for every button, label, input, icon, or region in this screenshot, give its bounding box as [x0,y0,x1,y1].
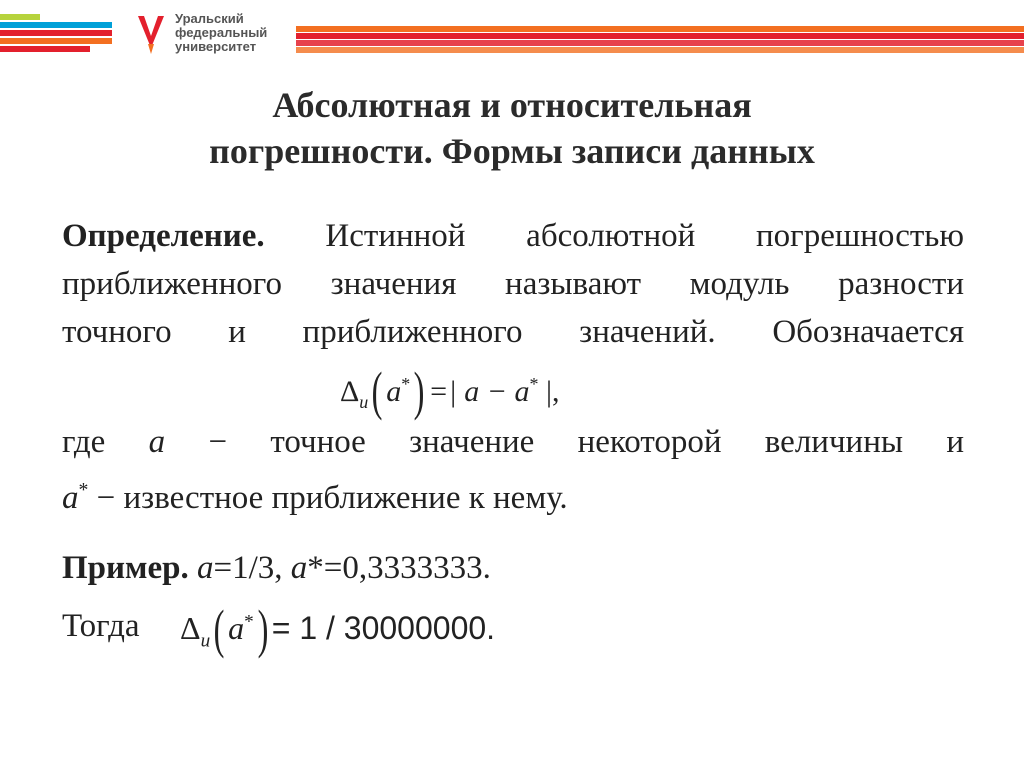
example-eq-2: *=0,3333333. [307,550,491,586]
definition-line-3: точного и приближенного значений. Обозначается [62,314,964,350]
logo-line-1: Уральский [175,11,244,26]
delta-subscript-2: и [200,630,211,652]
title-line-1: Абсолютная и относительная [272,85,752,125]
delta-symbol-2: Δ [180,610,201,646]
where-var-a: a [148,424,166,460]
formula-arg: a [386,375,402,408]
where-star: * [78,479,89,501]
where-line-1 [62,418,964,466]
definition-lead: Определение. [62,218,265,254]
logo-line-3: университет [175,39,257,54]
stripe-red-2 [0,46,90,52]
stripe-right-red-2 [296,40,1024,46]
formula-rhs: =| a − a [428,375,530,408]
example-var-a: a [197,550,214,586]
where-line-2 [62,466,964,522]
stripe-right-orange-2 [296,47,1024,53]
formula-rhs-star: * [529,374,539,394]
university-logo-icon [136,14,166,56]
example-var-a2: a [290,550,308,586]
example-line [62,544,964,592]
title-line-2: погрешности. Формы записи данных [209,131,815,171]
where-line-1-text: − точное значение некоторой величины и [165,424,964,460]
header-stripes-right [296,26,1024,56]
example-lead: Пример. [62,550,189,586]
slide-title [0,82,1024,174]
definition-paragraph [62,212,964,356]
stripe-right-orange [296,26,1024,32]
example-result-formula: $\Delta_и$( a*) = 1 / 30000000. [180,599,496,659]
header-stripes-left [0,14,112,54]
stripe-right-red [296,33,1024,39]
stripe-blue [0,22,112,28]
logo-line-2: федеральный [175,25,268,40]
formula-arg-2: a [228,610,245,646]
definition-line-1 [62,212,964,260]
where-prefix: где [62,424,149,460]
university-name [175,12,267,54]
formula-rhs-2: = 1 / 30000000. [271,610,496,646]
absolute-error-formula: $\Delta_и$( a*) =| a − a* |, [340,361,560,421]
stripe-red [0,30,112,36]
definition-line-2: приближенного значения называют модуль разности [62,266,964,302]
where-var-a-star: a [62,480,79,516]
formula-arg-star: * [401,374,411,394]
delta-symbol: Δ [340,375,360,408]
example-eq-1: =1/3, [213,550,291,586]
where-paragraph [62,418,964,522]
delta-subscript: и [359,392,369,412]
definition-line-1-text: Истинной абсолютной погрешностью [264,218,964,254]
stripe-orange [0,38,112,44]
stripe-green [0,14,40,20]
formula-arg-star-2: * [244,611,254,633]
then-label: Тогда [62,608,140,644]
formula-tail: |, [538,375,560,408]
where-line-2-text: − известное приближение к нему. [88,480,568,516]
